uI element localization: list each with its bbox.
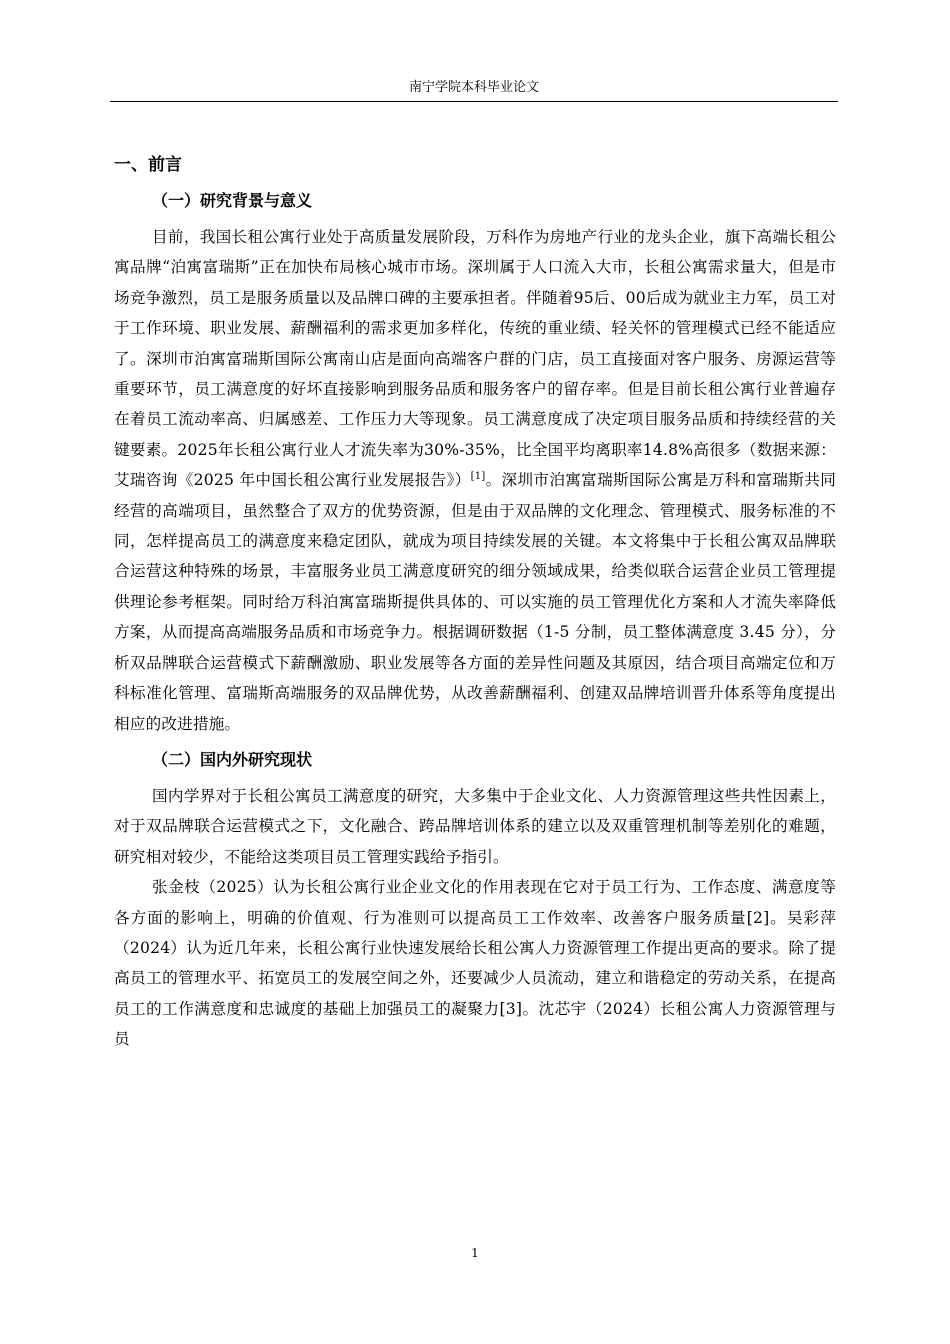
- subsection-heading-background: （一）研究背景与意义: [152, 191, 313, 210]
- page-number: 1: [471, 1246, 479, 1260]
- citation-ref-1: [1]: [470, 471, 486, 483]
- paragraph-domestic-research: 国内学界对于长租公寓员工满意度的研究，大多集中于企业文化、人力资源管理这些共性因素上，对于双品牌联合运营模式之下，文化融合、跨品牌培训体系的建立以及双重管理机制等差别化的难题，研究相对较少，不能给这类项目员工管理实践给予指引。: [114, 786, 836, 866]
- running-header: 南宁学院本科毕业论文: [408, 80, 539, 95]
- header-rule: [110, 101, 838, 102]
- section-heading-preface: 一、前言: [114, 155, 182, 175]
- paragraph-background-rest: 。深圳市泊寓富瑞斯国际公寓是万科和富瑞斯共同经营的高端项目，虽然整合了双方的优势资源，但是由于双品牌的文化理念、管理模式、服务标准的不同，怎样提高员工的满意度来稳定团队，就成为项目持续发展的关键。本文将集中于长租公寓双品牌联合运营这种特殊的场景，丰富服务业员工满意度研究的细分领域成果，给类似联合运营企业员工管理提供理论参考框架。同时给万科泊寓富瑞斯提供具体的、可以实施的员工管理优化方案和人才流失率降低方案，从而提高高端服务品质和市场竞争力。根据调研数据（1-5 分制，员工整体满意度 3.45 分），分析双品牌联合运营模式下薪酬激励、职业发展等各方面的差异性问题及其原因，结合项目高端定位和万科标准化管理、富瑞斯高端服务的双品牌优势，从改善薪酬福利、创建双品牌培训晋升体系等角度提出相应的改进措施。: [114, 471, 836, 733]
- page-body: [114, 148, 836, 1055]
- paragraph-background: [114, 222, 836, 739]
- paragraph-background-main: 目前，我国长租公寓行业处于高质量发展阶段，万科作为房地产行业的龙头企业，旗下高端长租公寓品牌“泊寓富瑞斯”正在加快布局核心城市市场。深圳属于人口流入大市，长租公寓需求量大，但是市场竞争激烈，员工是服务质量以及品牌口碑的主要承担者。伴随着95后、00后成为就业主力军，员工对于工作环境、职业发展、薪酬福利的需求更加多样化，传统的重业绩、轻关怀的管理模式已经不能适应了。深圳市泊寓富瑞斯国际公寓南山店是面向高端客户群的门店，员工直接面对客户服务、房源运营等重要环节，员工满意度的好坏直接影响到服务品质和服务客户的留存率。但是目前长租公寓行业普遍存在着员工流动率高、归属感差、工作压力大等现象。员工满意度成了决定项目服务品质和持续经营的关键要素。2025年长租公寓行业人才流失率为30%-35%，比全国平均离职率14.8%高很多（数据来源：艾瑞咨询《2025 年中国长租公寓行业发展报告》）: [114, 228, 836, 490]
- subsection-heading-research-status: （二）国内外研究现状: [152, 749, 313, 769]
- paragraph-literature-review: 张金枝（2025）认为长租公寓行业企业文化的作用表现在它对于员工行为、工作态度、满意度等各方面的影响上，明确的价值观、行为准则可以提高员工工作效率、改善客户服务质量[2]。吴彩萍（2024）认为近几年来，长租公寓行业快速发展给长租公寓人力资源管理工作提出更高的要求。除了提高员工的管理水平、拓宽员工的发展空间之外，还要减少人员流动，建立和谐稳定的劳动关系，在提高员工的工作满意度和忠诚度的基础上加强员工的凝聚力[3]。沈芯宇（2024）长租公寓人力资源管理与员: [114, 878, 836, 1049]
